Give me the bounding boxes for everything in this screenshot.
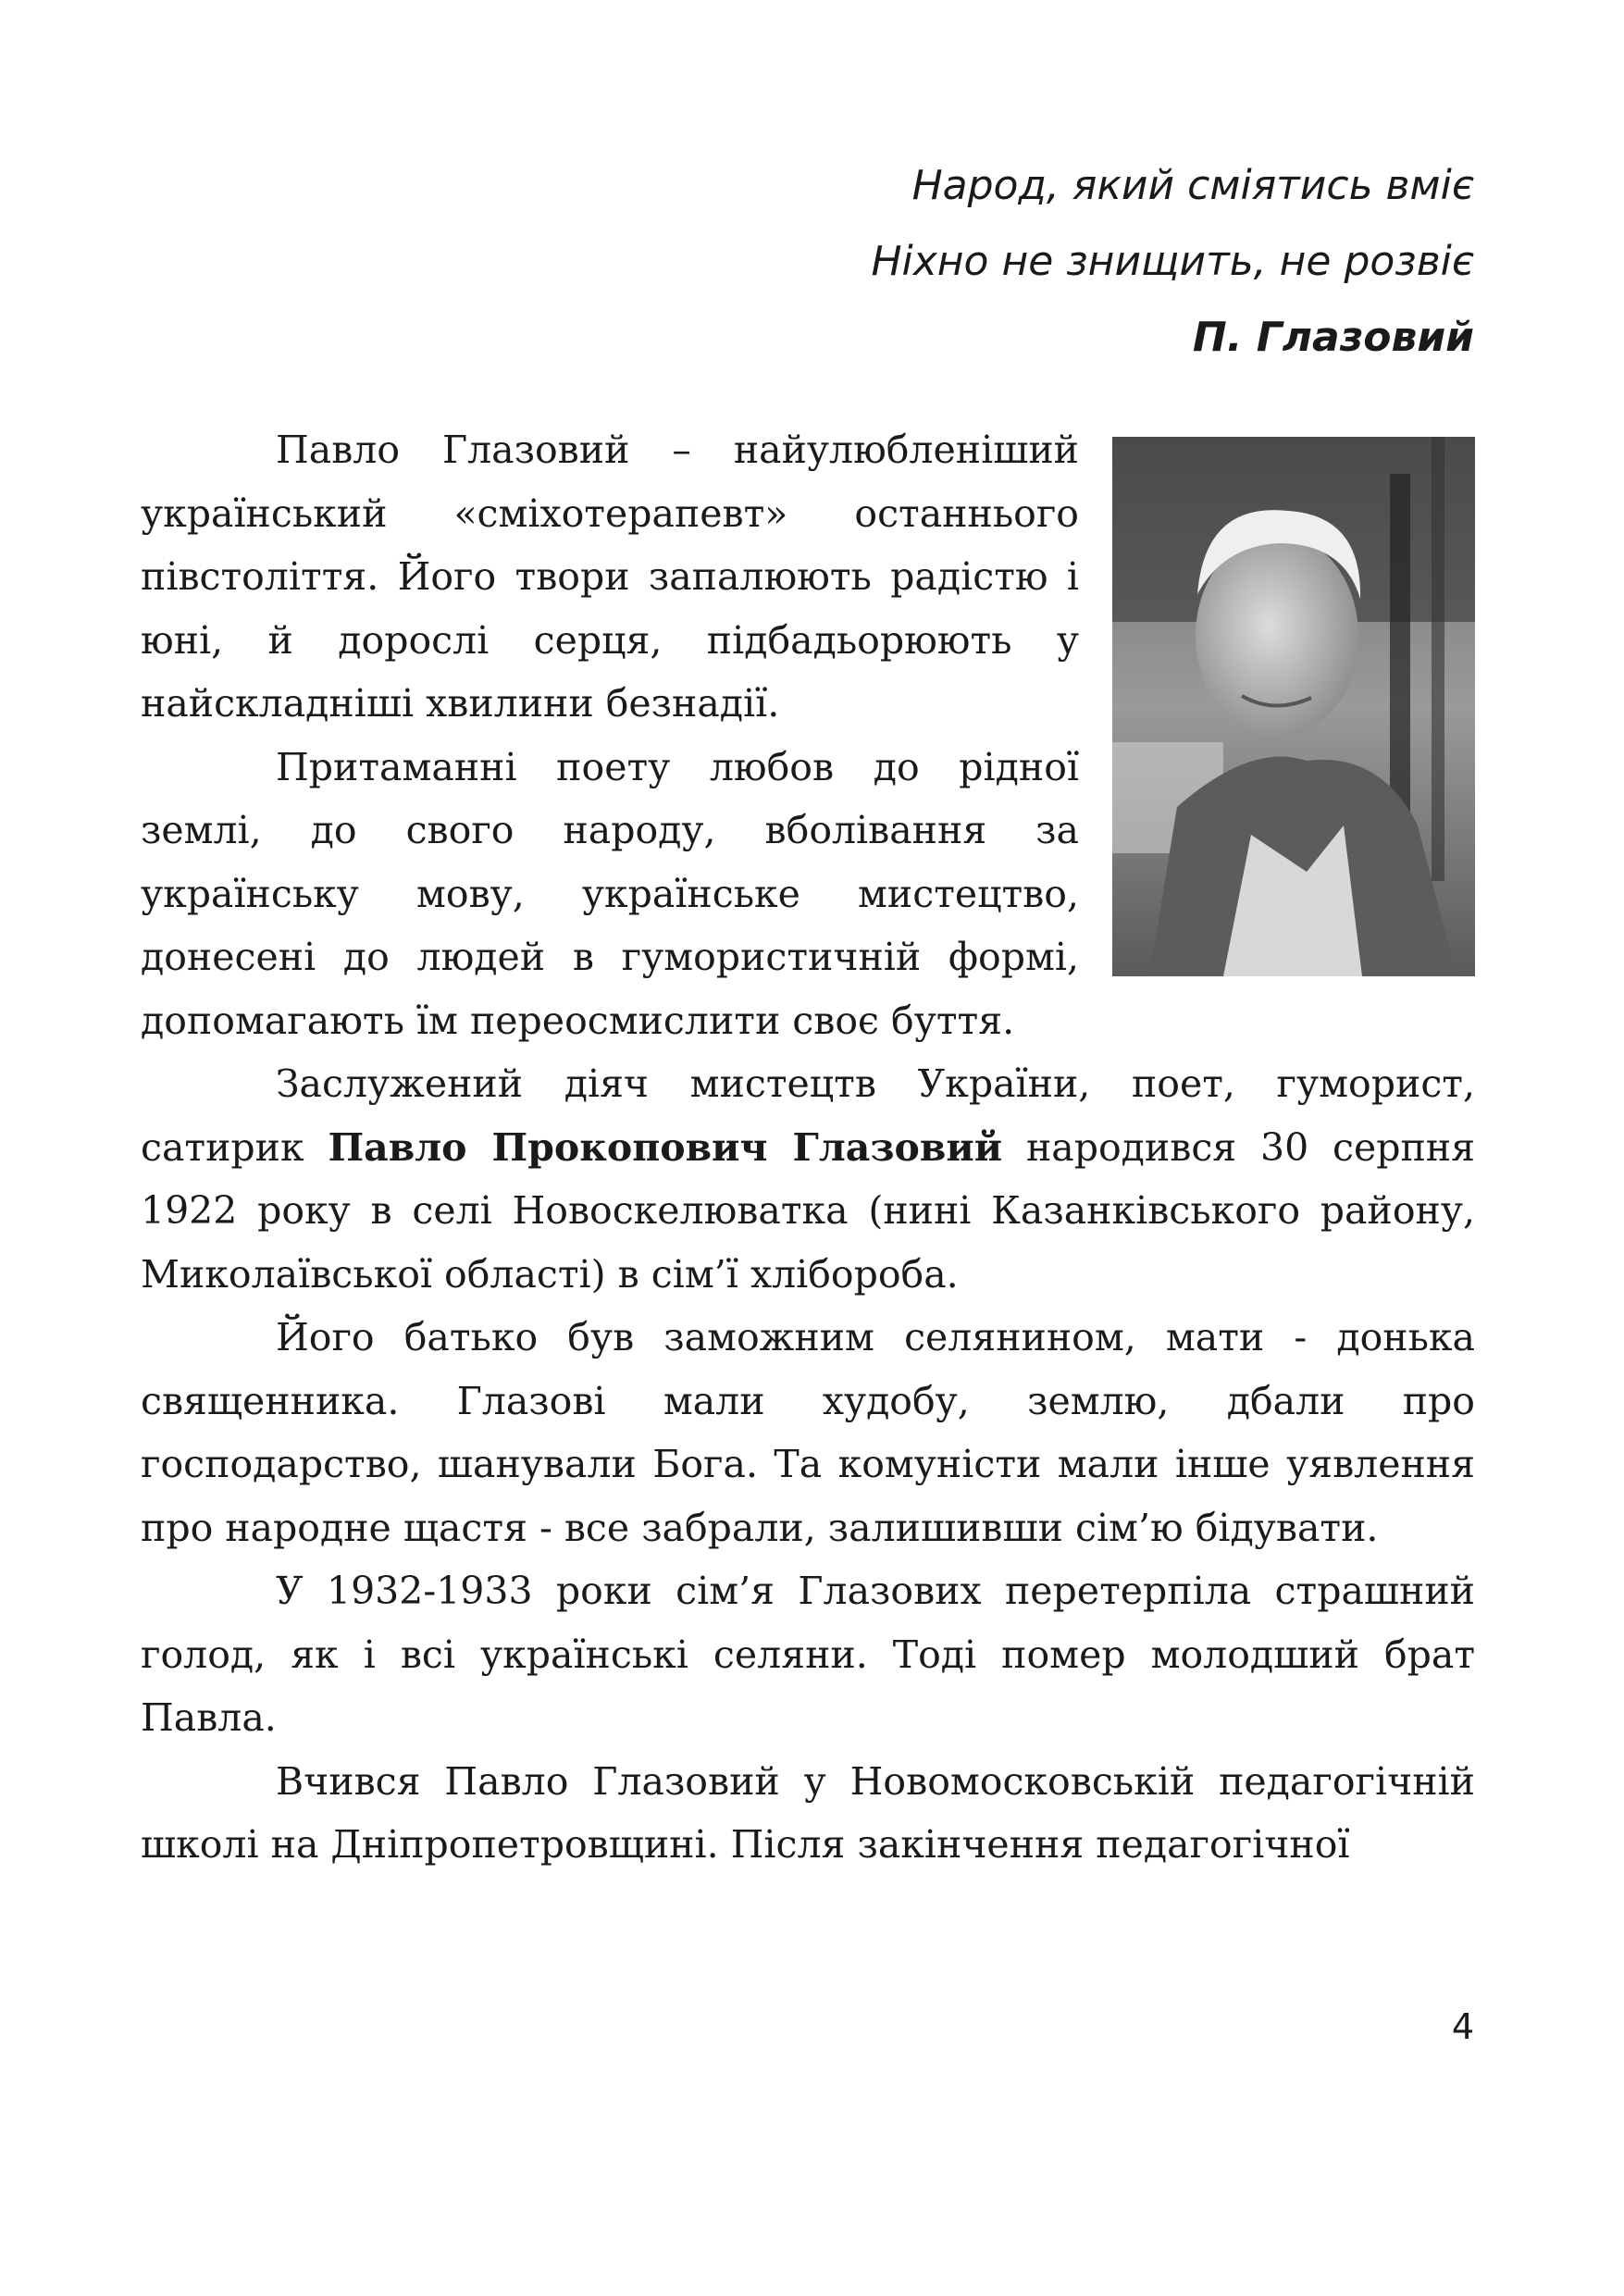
portrait-photo xyxy=(1112,437,1475,976)
paragraph-3-start: Заслужений діяч мистецтв України, поет, гуморист, сатирик xyxy=(141,1061,1475,1170)
main-text xyxy=(141,418,1475,1877)
paragraph-6: Вчився Павло Глазовий у Новомосковській педагогічній школі на Дніпропетровщині. Після закінчення педагогічної xyxy=(141,1758,1475,1867)
paragraph-3 xyxy=(141,1052,1475,1306)
poet-full-name: Павло Прокопович Глазовий xyxy=(328,1124,1003,1170)
page-number: 4 xyxy=(1451,2006,1474,2047)
paragraph-1: Павло Глазовий – найулюбленіший український «сміхотерапевт» останнього півстоліття. Його твори запалюють радістю і юні, й дорослі серця, підбадьорюють у найскладніші хвилини безнадії. xyxy=(141,428,1079,726)
epigraph xyxy=(641,148,1474,376)
epigraph-line-2: Ніхно не знищить, не розвіє xyxy=(871,238,1474,285)
paragraph-2: Притаманні поету любов до рідної землі, до свого народу, вболівання за українську мову, українське мистецтво, донесені до людей в гумористичній формі, допомагають їм переосмислити своє буття. xyxy=(141,744,1079,1043)
epigraph-author: П. Глазовий xyxy=(1192,314,1474,361)
paragraph-4: Його батько був заможним селянином, мати - донька священника. Глазові мали худобу, землю, дбали про господарство, шанували Бога. Та комуністи мали інше уявлення про народне щастя - все забрали, залишивши сім’ю бідувати. xyxy=(141,1315,1475,1550)
portrait-photo-icon xyxy=(1112,437,1475,976)
paragraph-5: У 1932-1933 роки сім’я Глазових перетерпіла страшний голод, як і всі українські селяни. Тоді помер молодший брат Павла. xyxy=(141,1569,1475,1740)
epigraph-line-1: Народ, який сміятись вміє xyxy=(911,162,1474,209)
paragraph-3-end: народився 30 серпня 1922 року в селі Новоскелюватка (нині Казанківського району, Миколаївської області) в сім’ї хлібороба. xyxy=(141,1124,1475,1297)
